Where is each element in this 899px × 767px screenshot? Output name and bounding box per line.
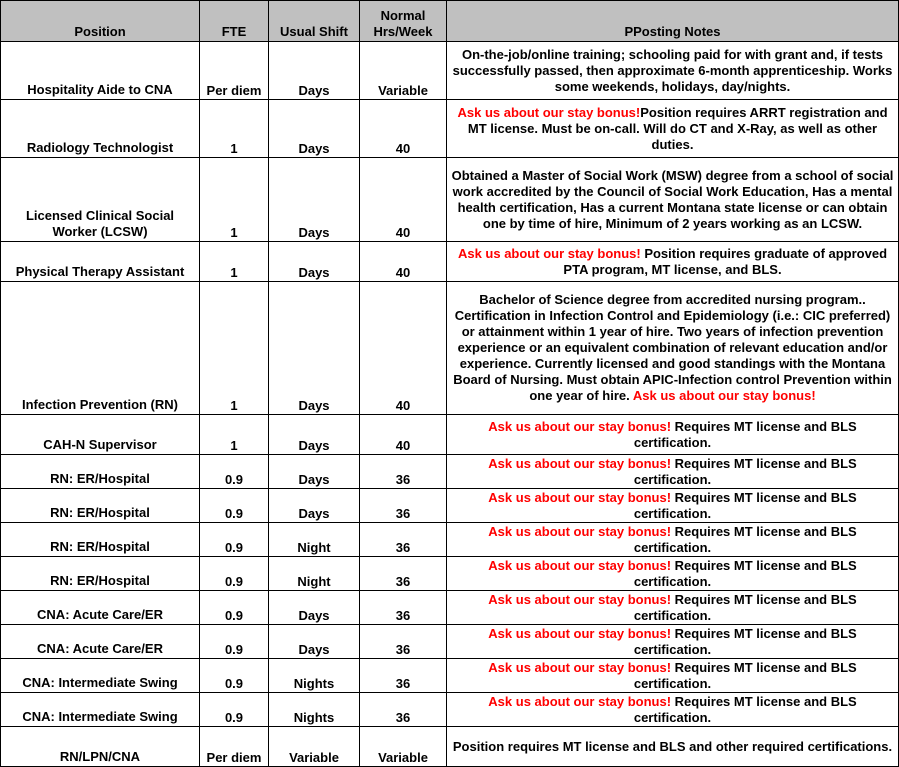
fte-cell: 0.9 — [200, 557, 269, 591]
notes-cell — [447, 282, 899, 415]
position-cell: CNA: Intermediate Swing — [1, 693, 200, 727]
fte-cell: 1 — [200, 415, 269, 455]
shift-cell: Night — [269, 557, 360, 591]
table-row — [1, 100, 899, 158]
notes-text: Position requires graduate of approved PTA program, MT license, and BLS. — [563, 245, 888, 277]
fte-cell: 0.9 — [200, 455, 269, 489]
position-cell: Hospitality Aide to CNA — [1, 42, 200, 100]
fte-cell: 0.9 — [200, 523, 269, 557]
stay-bonus-callout: Ask us about our stay bonus! — [632, 388, 816, 403]
notes-cell — [447, 625, 899, 659]
shift-cell: Days — [269, 591, 360, 625]
fte-cell: 1 — [200, 158, 269, 242]
stay-bonus-callout: Ask us about our stay bonus! — [457, 245, 641, 261]
hours-cell: 36 — [360, 591, 447, 625]
notes-cell — [447, 659, 899, 693]
stay-bonus-callout: Ask us about our stay bonus! — [488, 489, 672, 505]
fte-cell: 0.9 — [200, 625, 269, 659]
hours-cell: 36 — [360, 659, 447, 693]
table-row — [1, 625, 899, 659]
stay-bonus-callout: Ask us about our stay bonus! — [488, 455, 672, 471]
notes-cell — [447, 693, 899, 727]
notes-text: Requires MT license and BLS certification. — [633, 418, 857, 450]
table-row — [1, 591, 899, 625]
fte-cell: Per diem — [200, 727, 269, 767]
stay-bonus-callout: Ask us about our stay bonus! — [488, 591, 672, 607]
hours-cell: 40 — [360, 100, 447, 158]
shift-cell: Days — [269, 625, 360, 659]
table-row — [1, 523, 899, 557]
shift-cell: Nights — [269, 693, 360, 727]
notes-text: Requires MT license and BLS certification. — [633, 659, 857, 691]
hours-cell: 36 — [360, 489, 447, 523]
table-row — [1, 158, 899, 242]
shift-header: Usual Shift — [269, 1, 360, 42]
stay-bonus-callout: Ask us about our stay bonus! — [488, 523, 672, 539]
hours-cell: Variable — [360, 42, 447, 100]
hours-cell: 36 — [360, 523, 447, 557]
fte-cell: Per diem — [200, 42, 269, 100]
notes-cell — [447, 242, 899, 282]
notes-text: Requires MT license and BLS certification. — [633, 489, 857, 521]
hours-cell: 36 — [360, 455, 447, 489]
hours-cell: 36 — [360, 625, 447, 659]
position-cell: CAH-N Supervisor — [1, 415, 200, 455]
table-row — [1, 242, 899, 282]
notes-text: Position requires ARRT registration and MT license. Must be on-call. Will do CT and X-Ray, as well as other duties. — [467, 104, 888, 152]
hours-cell: 40 — [360, 282, 447, 415]
notes-text: Requires MT license and BLS certification. — [633, 591, 857, 623]
notes-cell — [447, 557, 899, 591]
notes-text: Requires MT license and BLS certification. — [633, 455, 857, 487]
position-cell: CNA: Acute Care/ER — [1, 625, 200, 659]
hours-header: Normal Hrs/Week — [360, 1, 447, 42]
position-cell: Radiology Technologist — [1, 100, 200, 158]
table-row — [1, 557, 899, 591]
table-row — [1, 659, 899, 693]
table-row — [1, 693, 899, 727]
stay-bonus-callout: Ask us about our stay bonus! — [488, 693, 672, 709]
shift-cell: Variable — [269, 727, 360, 767]
notes-cell — [447, 727, 899, 767]
notes-cell — [447, 591, 899, 625]
notes-cell — [447, 415, 899, 455]
hours-cell: 40 — [360, 158, 447, 242]
fte-cell: 1 — [200, 282, 269, 415]
hours-cell: Variable — [360, 727, 447, 767]
notes-cell — [447, 42, 899, 100]
fte-cell: 0.9 — [200, 693, 269, 727]
stay-bonus-callout: Ask us about our stay bonus! — [488, 418, 672, 434]
stay-bonus-callout: Ask us about our stay bonus! — [488, 625, 672, 641]
table-row — [1, 282, 899, 415]
notes-cell — [447, 158, 899, 242]
position-cell: RN: ER/Hospital — [1, 557, 200, 591]
table-row — [1, 489, 899, 523]
notes-text: Position requires MT license and BLS and other required certifications. — [452, 738, 893, 754]
hours-cell: 40 — [360, 242, 447, 282]
hours-cell: 36 — [360, 557, 447, 591]
notes-text: Requires MT license and BLS certification. — [633, 523, 857, 555]
hours-cell: 36 — [360, 693, 447, 727]
shift-cell: Days — [269, 158, 360, 242]
shift-cell: Days — [269, 415, 360, 455]
shift-cell: Days — [269, 242, 360, 282]
table-row — [1, 415, 899, 455]
notes-cell — [447, 489, 899, 523]
fte-cell: 0.9 — [200, 659, 269, 693]
shift-cell: Nights — [269, 659, 360, 693]
notes-header: PPosting Notes — [447, 1, 899, 42]
fte-cell: 0.9 — [200, 489, 269, 523]
position-cell: CNA: Acute Care/ER — [1, 591, 200, 625]
notes-text: Requires MT license and BLS certification. — [633, 557, 857, 589]
position-cell: RN/LPN/CNA — [1, 727, 200, 767]
table-row — [1, 42, 899, 100]
stay-bonus-callout: Ask us about our stay bonus! — [457, 104, 641, 120]
position-cell: Infection Prevention (RN) — [1, 282, 200, 415]
header-row — [1, 1, 899, 42]
notes-cell — [447, 455, 899, 489]
notes-text: Requires MT license and BLS certification. — [633, 693, 857, 725]
shift-cell: Days — [269, 455, 360, 489]
shift-cell: Days — [269, 282, 360, 415]
notes-cell — [447, 100, 899, 158]
shift-cell: Night — [269, 523, 360, 557]
stay-bonus-callout: Ask us about our stay bonus! — [488, 557, 672, 573]
position-cell: Physical Therapy Assistant — [1, 242, 200, 282]
stay-bonus-callout: Ask us about our stay bonus! — [488, 659, 672, 675]
fte-cell: 1 — [200, 242, 269, 282]
notes-text: Obtained a Master of Social Work (MSW) degree from a school of social work accredited by the Council of Social Work Education, Has a mental health certification, Has a current Montana state license or can obtain one by time of hire, Minimum of 2 years working as an LCSW. — [451, 167, 894, 231]
fte-header: FTE — [200, 1, 269, 42]
notes-text: On-the-job/online training; schooling paid for with grant and, if tests successfully passed, then approximate 6-month apprenticeship. Works some weekends, holidays, day/nights. — [452, 46, 893, 94]
position-cell: CNA: Intermediate Swing — [1, 659, 200, 693]
fte-cell: 1 — [200, 100, 269, 158]
notes-cell — [447, 523, 899, 557]
shift-cell: Days — [269, 100, 360, 158]
fte-cell: 0.9 — [200, 591, 269, 625]
shift-cell: Days — [269, 489, 360, 523]
position-cell: Licensed Clinical Social Worker (LCSW) — [1, 158, 200, 242]
position-cell: RN: ER/Hospital — [1, 489, 200, 523]
notes-text: Bachelor of Science degree from accredited nursing program.. Certification in Infection Control and Epidemiology (i.e.: CIC preferred) or attainment within 1 year of hire. Two years of infection prevention experience or an equivalent combination of relevant education and/or experience. Currently licensed and good standings with the Montana Board of Nursing. Must obtain APIC-Infection control Prevention within one year of hire. — [453, 292, 892, 403]
notes-text: Requires MT license and BLS certification. — [633, 625, 857, 657]
shift-cell: Days — [269, 42, 360, 100]
table-row — [1, 727, 899, 767]
hours-cell: 40 — [360, 415, 447, 455]
position-cell: RN: ER/Hospital — [1, 455, 200, 489]
position-header: Position — [1, 1, 200, 42]
position-cell: RN: ER/Hospital — [1, 523, 200, 557]
table-row — [1, 455, 899, 489]
